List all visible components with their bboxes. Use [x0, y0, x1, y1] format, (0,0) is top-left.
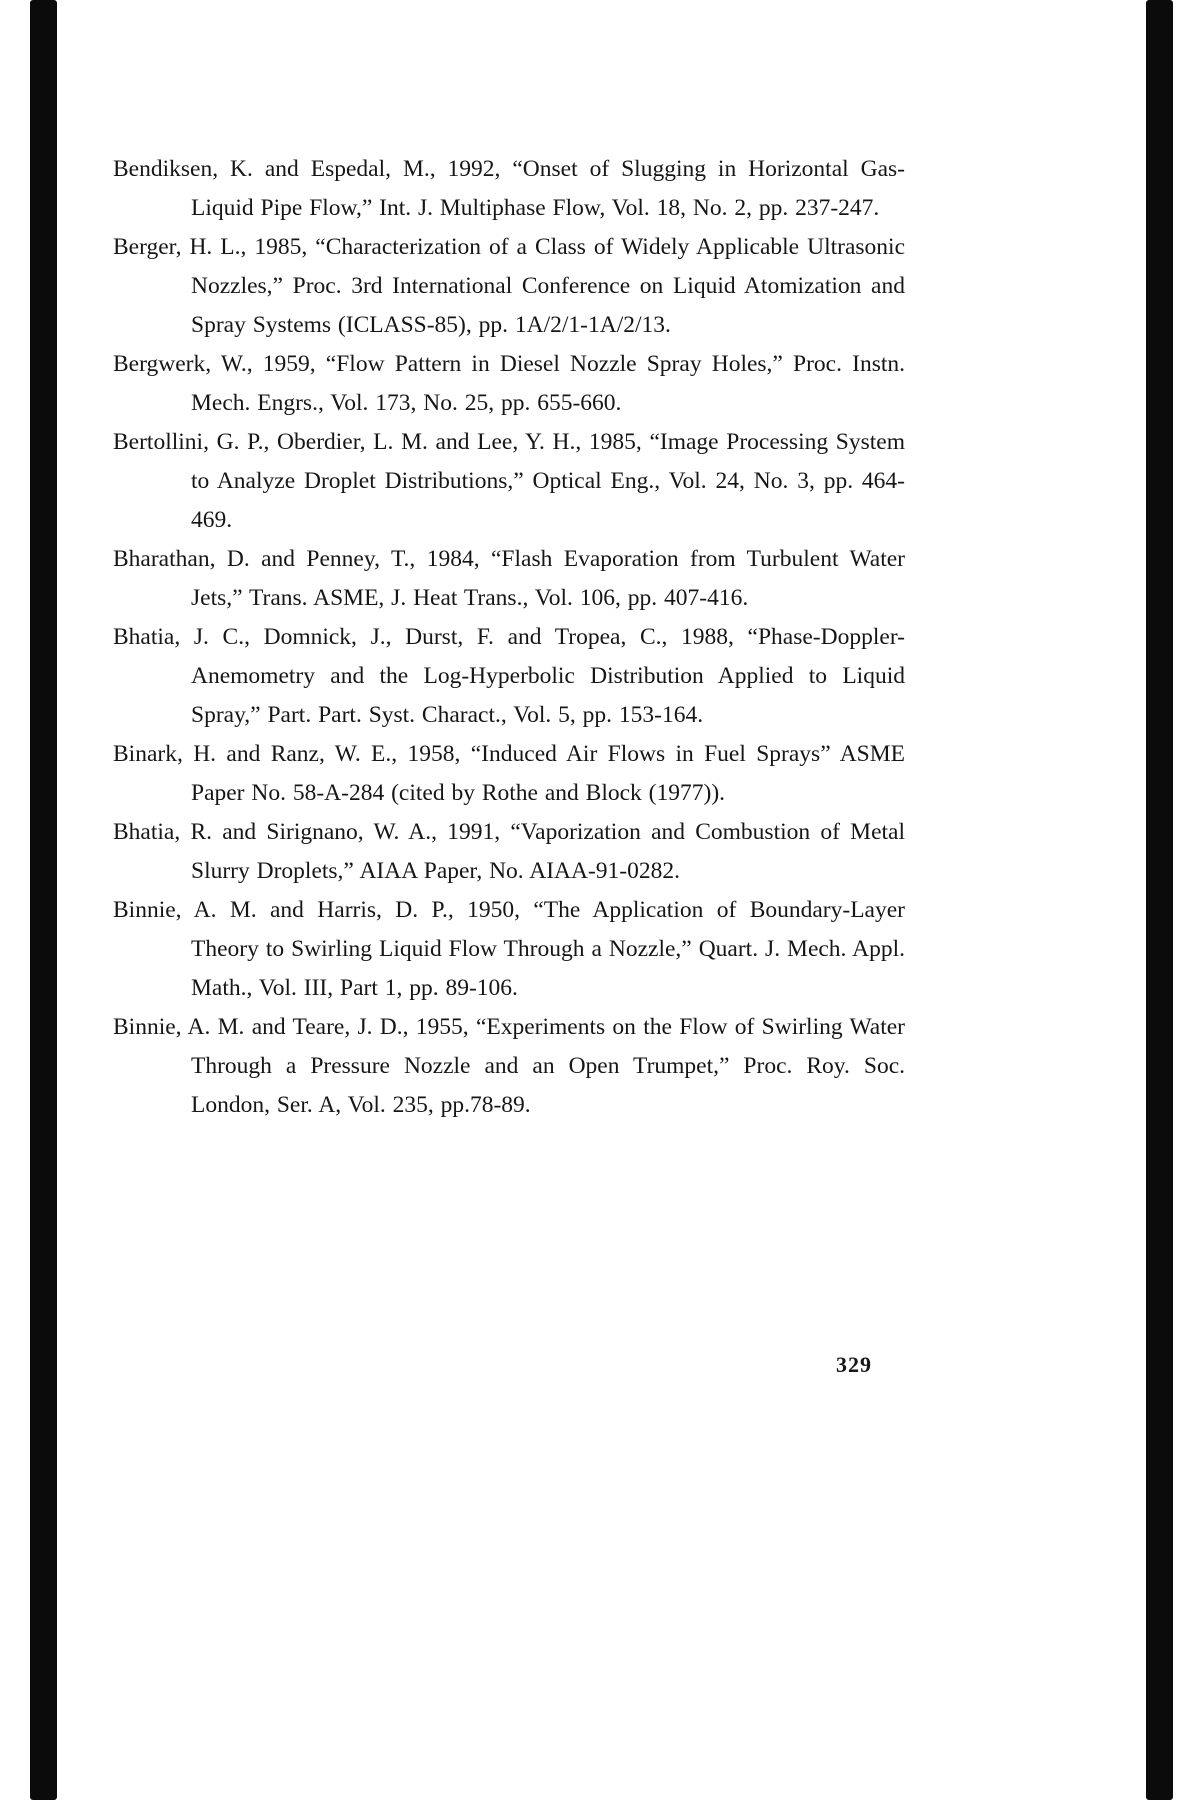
reference-entry: Bergwerk, W., 1959, “Flow Pattern in Diesel Nozzle Spray Holes,” Proc. Instn. Mech. Engrs., Vol. 173, No. 25, pp. 655-660.: [113, 351, 905, 416]
reference-entry: Binark, H. and Ranz, W. E., 1958, “Induced Air Flows in Fuel Sprays” ASME Paper No. 58-A-284 (cited by Rothe and Block (1977)).: [113, 741, 905, 806]
reference-entry: Berger, H. L., 1985, “Characterization of a Class of Widely Applicable Ultrasonic Nozzles,” Proc. 3rd International Conference on Liquid Atomization and Spray Systems (ICLASS-85), pp. 1A/2/1-1A/2/13.: [113, 234, 905, 338]
reference-entry: Bhatia, J. C., Domnick, J., Durst, F. and Tropea, C., 1988, “Phase-Doppler-Anemometry and the Log-Hyperbolic Distribution Applied to Liquid Spray,” Part. Part. Syst. Charact., Vol. 5, pp. 153-164.: [113, 624, 905, 728]
reference-entry: Bharathan, D. and Penney, T., 1984, “Flash Evaporation from Turbulent Water Jets,” Trans. ASME, J. Heat Trans., Vol. 106, pp. 407-416.: [113, 546, 905, 611]
reference-entry: Bendiksen, K. and Espedal, M., 1992, “Onset of Slugging in Horizontal Gas-Liquid Pipe Flow,” Int. J. Multiphase Flow, Vol. 18, No. 2, pp. 237-247.: [113, 156, 905, 221]
reference-list: [113, 150, 905, 1125]
scan-binding-bar-right: [1146, 0, 1173, 1800]
reference-entry: Bertollini, G. P., Oberdier, L. M. and Lee, Y. H., 1985, “Image Processing System to Analyze Droplet Distributions,” Optical Eng., Vol. 24, No. 3, pp. 464-469.: [113, 429, 905, 533]
reference-entry: Bhatia, R. and Sirignano, W. A., 1991, “Vaporization and Combustion of Metal Slurry Droplets,” AIAA Paper, No. AIAA-91-0282.: [113, 819, 905, 884]
reference-entry: Binnie, A. M. and Harris, D. P., 1950, “The Application of Boundary-Layer Theory to Swirling Liquid Flow Through a Nozzle,” Quart. J. Mech. Appl. Math., Vol. III, Part 1, pp. 89-106.: [113, 897, 905, 1001]
reference-entry: Binnie, A. M. and Teare, J. D., 1955, “Experiments on the Flow of Swirling Water Through a Pressure Nozzle and an Open Trumpet,” Proc. Roy. Soc. London, Ser. A, Vol. 235, pp.78-89.: [113, 1014, 905, 1118]
page-number: 329: [836, 1352, 872, 1377]
scan-binding-bar-left: [30, 0, 57, 1800]
